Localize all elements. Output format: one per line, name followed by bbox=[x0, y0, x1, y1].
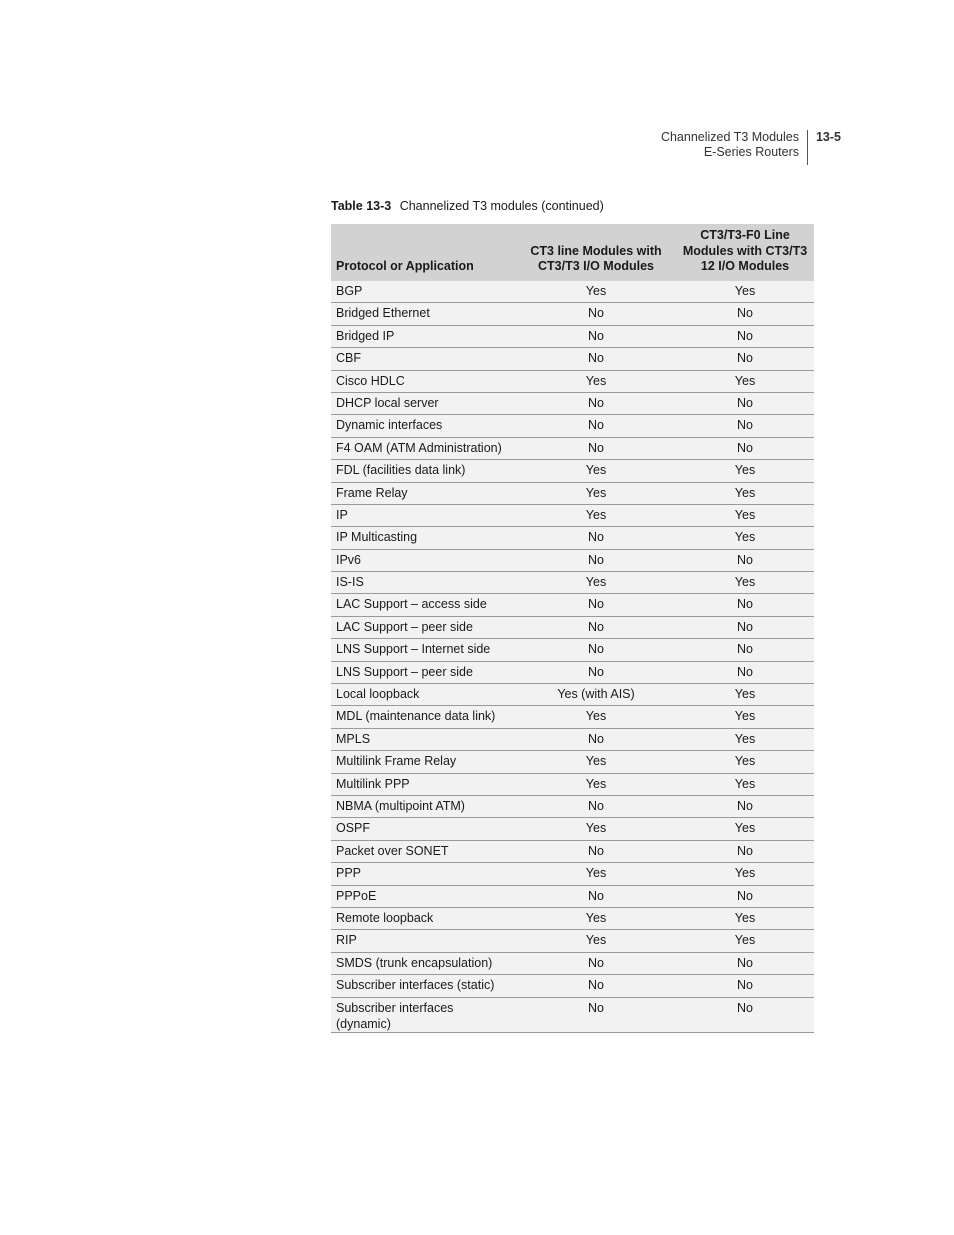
cell-protocol: CBF bbox=[331, 348, 516, 370]
cell-protocol: F4 OAM (ATM Administration) bbox=[331, 437, 516, 459]
cell-ct3-f0: Yes bbox=[676, 773, 814, 795]
cell-ct3: No bbox=[516, 437, 676, 459]
cell-ct3: Yes bbox=[516, 773, 676, 795]
cell-ct3-f0: No bbox=[676, 840, 814, 862]
cell-protocol: OSPF bbox=[331, 818, 516, 840]
cell-ct3: No bbox=[516, 728, 676, 750]
table-header-row bbox=[331, 224, 814, 281]
table-row bbox=[331, 930, 814, 952]
table-row bbox=[331, 281, 814, 303]
table-row bbox=[331, 773, 814, 795]
cell-ct3: No bbox=[516, 795, 676, 817]
cell-ct3: No bbox=[516, 885, 676, 907]
cell-ct3: No bbox=[516, 952, 676, 974]
table-row bbox=[331, 616, 814, 638]
cell-ct3: Yes bbox=[516, 370, 676, 392]
cell-ct3: Yes bbox=[516, 504, 676, 526]
table-row bbox=[331, 751, 814, 773]
cell-ct3: Yes (with AIS) bbox=[516, 684, 676, 706]
cell-protocol: Packet over SONET bbox=[331, 840, 516, 862]
table-row bbox=[331, 527, 814, 549]
modules-table bbox=[331, 224, 814, 1033]
table-row bbox=[331, 706, 814, 728]
cell-protocol: NBMA (multipoint ATM) bbox=[331, 795, 516, 817]
table-row bbox=[331, 392, 814, 414]
cell-protocol: Subscriber interfaces (dynamic) bbox=[331, 997, 516, 1032]
table-row bbox=[331, 795, 814, 817]
cell-ct3-f0: Yes bbox=[676, 751, 814, 773]
cell-ct3-f0: Yes bbox=[676, 818, 814, 840]
cell-ct3-f0: No bbox=[676, 997, 814, 1032]
cell-protocol: MDL (maintenance data link) bbox=[331, 706, 516, 728]
cell-protocol: FDL (facilities data link) bbox=[331, 460, 516, 482]
cell-ct3-f0: No bbox=[676, 549, 814, 571]
cell-ct3: No bbox=[516, 549, 676, 571]
cell-ct3-f0: No bbox=[676, 594, 814, 616]
cell-protocol: Multilink Frame Relay bbox=[331, 751, 516, 773]
table-row bbox=[331, 348, 814, 370]
table-caption-label: Table 13-3 bbox=[331, 199, 392, 213]
cell-protocol: IP Multicasting bbox=[331, 527, 516, 549]
table-row bbox=[331, 325, 814, 347]
cell-protocol: RIP bbox=[331, 930, 516, 952]
cell-protocol: Bridged IP bbox=[331, 325, 516, 347]
cell-ct3-f0: Yes bbox=[676, 482, 814, 504]
cell-protocol: PPP bbox=[331, 863, 516, 885]
cell-ct3-f0: Yes bbox=[676, 684, 814, 706]
cell-protocol: DHCP local server bbox=[331, 392, 516, 414]
cell-ct3-f0: No bbox=[676, 795, 814, 817]
column-header-ct3-f0: CT3/T3-F0 Line Modules with CT3/T3 12 I/O Modules bbox=[676, 224, 814, 281]
cell-ct3-f0: Yes bbox=[676, 527, 814, 549]
table-body bbox=[331, 281, 814, 1033]
table-caption-text: Channelized T3 modules (continued) bbox=[399, 199, 604, 213]
cell-ct3-f0: No bbox=[676, 616, 814, 638]
cell-ct3: No bbox=[516, 840, 676, 862]
cell-protocol: IS-IS bbox=[331, 572, 516, 594]
cell-ct3: No bbox=[516, 661, 676, 683]
table-row bbox=[331, 840, 814, 862]
cell-ct3: No bbox=[516, 392, 676, 414]
cell-ct3-f0: Yes bbox=[676, 572, 814, 594]
cell-ct3-f0: Yes bbox=[676, 281, 814, 303]
cell-ct3: No bbox=[516, 639, 676, 661]
cell-protocol: Dynamic interfaces bbox=[331, 415, 516, 437]
column-header-ct3: CT3 line Modules with CT3/T3 I/O Modules bbox=[516, 224, 676, 281]
header-chapter: Channelized T3 Modules bbox=[660, 130, 799, 144]
cell-protocol: LAC Support – peer side bbox=[331, 616, 516, 638]
cell-ct3: No bbox=[516, 303, 676, 325]
page-number: 13-5 bbox=[815, 130, 841, 144]
table-row bbox=[331, 460, 814, 482]
cell-ct3: Yes bbox=[516, 818, 676, 840]
cell-protocol: Remote loopback bbox=[331, 907, 516, 929]
cell-ct3-f0: No bbox=[676, 885, 814, 907]
cell-ct3-f0: No bbox=[676, 303, 814, 325]
table-row bbox=[331, 684, 814, 706]
cell-ct3-f0: No bbox=[676, 415, 814, 437]
table-row bbox=[331, 572, 814, 594]
cell-ct3: Yes bbox=[516, 281, 676, 303]
cell-ct3-f0: No bbox=[676, 952, 814, 974]
cell-ct3-f0: No bbox=[676, 348, 814, 370]
table-row bbox=[331, 863, 814, 885]
cell-protocol: BGP bbox=[331, 281, 516, 303]
cell-ct3-f0: Yes bbox=[676, 728, 814, 750]
cell-ct3: No bbox=[516, 527, 676, 549]
header-product: E-Series Routers bbox=[703, 145, 799, 159]
cell-protocol: LAC Support – access side bbox=[331, 594, 516, 616]
table-row bbox=[331, 370, 814, 392]
cell-ct3: No bbox=[516, 594, 676, 616]
cell-ct3-f0: Yes bbox=[676, 930, 814, 952]
table-row bbox=[331, 437, 814, 459]
cell-ct3-f0: No bbox=[676, 639, 814, 661]
header-titles bbox=[661, 130, 799, 160]
cell-ct3-f0: No bbox=[676, 975, 814, 997]
cell-ct3-f0: Yes bbox=[676, 504, 814, 526]
cell-ct3: No bbox=[516, 325, 676, 347]
cell-protocol: Multilink PPP bbox=[331, 773, 516, 795]
cell-protocol: Frame Relay bbox=[331, 482, 516, 504]
table-row bbox=[331, 975, 814, 997]
table-row bbox=[331, 594, 814, 616]
cell-protocol: Cisco HDLC bbox=[331, 370, 516, 392]
table-row bbox=[331, 639, 814, 661]
cell-ct3: Yes bbox=[516, 863, 676, 885]
table-header bbox=[331, 224, 814, 281]
table-caption bbox=[331, 199, 604, 214]
cell-ct3: No bbox=[516, 348, 676, 370]
cell-ct3-f0: No bbox=[676, 661, 814, 683]
table-row bbox=[331, 818, 814, 840]
cell-ct3-f0: Yes bbox=[676, 460, 814, 482]
cell-protocol: SMDS (trunk encapsulation) bbox=[331, 952, 516, 974]
cell-ct3-f0: No bbox=[676, 437, 814, 459]
table-row bbox=[331, 952, 814, 974]
cell-ct3-f0: Yes bbox=[676, 907, 814, 929]
cell-ct3: No bbox=[516, 415, 676, 437]
table-row bbox=[331, 907, 814, 929]
cell-ct3: No bbox=[516, 997, 676, 1032]
cell-ct3: Yes bbox=[516, 907, 676, 929]
cell-ct3: Yes bbox=[516, 572, 676, 594]
cell-ct3-f0: No bbox=[676, 392, 814, 414]
table-row bbox=[331, 303, 814, 325]
table-row bbox=[331, 997, 814, 1032]
table-row bbox=[331, 504, 814, 526]
cell-ct3-f0: Yes bbox=[676, 706, 814, 728]
cell-protocol: Subscriber interfaces (static) bbox=[331, 975, 516, 997]
table-row bbox=[331, 728, 814, 750]
cell-protocol: LNS Support – Internet side bbox=[331, 639, 516, 661]
table-row bbox=[331, 549, 814, 571]
cell-ct3: Yes bbox=[516, 706, 676, 728]
cell-ct3: Yes bbox=[516, 482, 676, 504]
cell-ct3: No bbox=[516, 616, 676, 638]
cell-protocol: Bridged Ethernet bbox=[331, 303, 516, 325]
cell-ct3-f0: Yes bbox=[676, 370, 814, 392]
cell-ct3-f0: Yes bbox=[676, 863, 814, 885]
cell-ct3: No bbox=[516, 975, 676, 997]
cell-ct3: Yes bbox=[516, 930, 676, 952]
header-divider bbox=[807, 130, 808, 165]
cell-protocol: LNS Support – peer side bbox=[331, 661, 516, 683]
cell-ct3: Yes bbox=[516, 460, 676, 482]
cell-protocol: PPPoE bbox=[331, 885, 516, 907]
column-header-protocol: Protocol or Application bbox=[331, 224, 516, 281]
cell-protocol: IP bbox=[331, 504, 516, 526]
cell-ct3-f0: No bbox=[676, 325, 814, 347]
table-row bbox=[331, 415, 814, 437]
cell-protocol: Local loopback bbox=[331, 684, 516, 706]
table-row bbox=[331, 661, 814, 683]
cell-protocol: IPv6 bbox=[331, 549, 516, 571]
cell-ct3: Yes bbox=[516, 751, 676, 773]
cell-protocol: MPLS bbox=[331, 728, 516, 750]
table-row bbox=[331, 482, 814, 504]
running-header bbox=[560, 130, 841, 166]
table-row bbox=[331, 885, 814, 907]
